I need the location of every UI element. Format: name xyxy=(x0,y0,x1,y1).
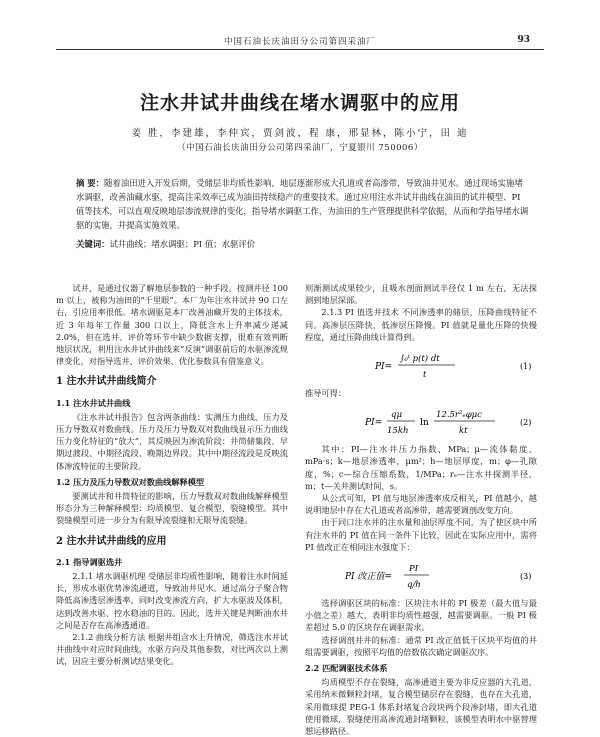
eq1-lhs: PI= xyxy=(375,362,393,373)
symbols-text: 其中：PI—注水井压力指数，MPa；μ—流体黏度，mPa·s；k—地层渗透率，μm²；h—地层厚度，m；φ—孔隙度，%；c—综合压缩系数，1/MPa；rₑ—注水井探测半径，m；t—关井测试时间，s。 xyxy=(305,444,537,491)
section-1-1-heading: 1.1 注水井试井曲线 xyxy=(56,397,131,408)
section-2-1-heading: 2.1 指导调驱选井 xyxy=(56,556,123,567)
section-2-heading: 2 注水井试井曲线的应用 xyxy=(56,535,167,547)
section-2-1-2-text: 2.1.2 曲线分析方法 根据井组含水上升情况，筛选注水井试井曲线中对应时间曲线，水驱方向及其他参数，对比两次以上测试，因应主要分析测试结果变化。 xyxy=(56,632,288,667)
eq3-denominator: q/h xyxy=(407,580,421,591)
eq2-frac-numerator: qμ xyxy=(391,410,402,421)
section-1-1-text: 《注水井试井报告》包含两条曲线：实测压力曲线、压力及压力导数双对数曲线。压力及压力导数双对数曲线显示压力曲线压力变化特征的“放大”，其反映因为渗流阶段：井筒储集段、早期过渡段、中期径流段、晚期边界段。其中中期径流段是反映流体渗流特征的主要阶段。 xyxy=(56,411,288,471)
eq1-numerator: ∫₀ᵗ p(t) dt xyxy=(400,354,440,365)
paper-title: 注水井试井曲线在堵水调驱中的应用 xyxy=(139,92,460,114)
block-selection-text: 选择调驱区块的标准：区块注水井的 PI 极差（最大值与最小值之差）越大，表明非均质性越强，越需要调驱。一般 PI 极差超过 5.0 的区块存在调驱需求。 xyxy=(305,598,537,633)
equation-2 xyxy=(305,404,537,438)
section-2-2-text: 均质模型不存在裂缝，高渗通道主要为非反应器的大孔道，采用纳米微颗粒封堵，复合模型储层存在裂缝，也存在大孔道，采用微球提 PEG-1 体系封堵复合段块两个段渗封堵，即大孔道使用微球，裂缝使用高渗流通封堵颗粒，该模型表明水中驱替理想运移路径。 xyxy=(305,677,537,737)
relation-text: 从公式可知，PI 值与地层渗透率成反相关，PI 值越小，越说明地层中存在大孔道或者高渗带，越需要调剖改变方向。 xyxy=(305,493,537,516)
page-number: 93 xyxy=(517,35,530,45)
eq3-numerator: PI xyxy=(409,564,419,575)
svg-text:(1): (1) xyxy=(520,362,532,372)
eq2-frac-denominator: 15kh xyxy=(387,426,409,437)
eq3-lhs: PI 改正值= xyxy=(345,572,393,583)
pi-correction-note: 由于同口注水井的注水量和油层厚度不同，为了使区块中所有注水井的 PI 值在同一条件下比较，因此在实际应用中，需将 PI 值改正在相同注水强度下： xyxy=(305,517,537,552)
continuation-text: 则渐测试成果较少，且吸水剖面测试半径仅 1 m 左右，无法探测到地层深部。 xyxy=(305,283,537,306)
well-selection-text: 选择调剖井井的标准：通常 PI 改正值低于区块平均值的井组需要调驱，按照平均值的倍数依次确定调驱次序。 xyxy=(305,634,537,657)
keywords-text: 试井曲线；堵水调驱；PI 值；水驱评价 xyxy=(109,239,256,249)
keywords xyxy=(76,238,531,250)
eq2-ln-numerator: 12.5r²ₑφμc xyxy=(436,410,482,421)
equation-1 xyxy=(305,348,537,382)
svg-text:(2): (2) xyxy=(520,418,532,428)
section-2-1-1-text: 2.1.1 堵水调驱机理 受储层非均质性影响，随着注水时间延长，形成水驱优势渗流通道，导致油井见水。通过高分子聚合物降低高渗透层渗透率，同时改变渗流方向，扩大水驱波及体积，达到改善水驱、控水稳油的目的。因此，选井关键是判断油水井之间是否存在高渗透通道。 xyxy=(56,571,288,630)
section-1-2-text: 要测试井和井筒特征的影响，压力导数双对数曲线解释模型形态分为三种解释模型：均质模型、复合模型、裂缝模型。其中裂缝模型可进一步分为有限导流裂缝和无限导流裂缝。 xyxy=(56,491,288,526)
eq2-ln-denominator: kt xyxy=(459,426,468,437)
section-1-heading: 1 注水井试井曲线简介 xyxy=(56,376,157,388)
intro-paragraph: 试井，是通过仪器了解地层参数的一种手段。按测井径 100 m 以上，被称为油田的“千里眼”。本厂为年注水井试井 90 口左右，引应用率很低。堵水调驱是本厂改善油藏开发的主体技术，近 3 年每年工作量 300 口以上，降低含水上升率减少递减 2.0%，但在选井、评价等环节中缺少数据支撑，很难有效判断地层状况，利用注水井试井曲线来“反演”调驱前后的水驱渗流规律变化，对指导选井、评价效果、优化参数具有借鉴意义。 xyxy=(56,283,288,367)
paper-affiliation: （中国石油长庆油田分公司第四采油厂，宁夏银川 750006） xyxy=(177,143,423,153)
journal-name: 中国石油长庆油田分公司第四采油厂 xyxy=(223,37,376,47)
eq1-denominator: t xyxy=(423,370,427,381)
right-column xyxy=(305,282,537,737)
abstract-label: 摘 要： xyxy=(76,178,105,188)
running-header xyxy=(70,35,530,49)
left-column xyxy=(56,282,288,668)
svg-text:(3): (3) xyxy=(520,572,532,582)
paper-authors: 姜 胜，李建雄，李仲宾，贾剑波，程 康，邢显林，陈小宁，田 迪 xyxy=(131,128,469,139)
header-rule xyxy=(56,49,544,50)
abstract xyxy=(76,176,531,232)
section-1-2-heading: 1.2 压力及压力导数双对数曲线解释模型 xyxy=(56,476,205,487)
eq2-lhs: PI= xyxy=(365,418,383,429)
equation-3 xyxy=(305,558,537,592)
derivation-label: 推导可得： xyxy=(305,388,346,399)
keywords-label: 关键词： xyxy=(76,239,110,249)
section-2-2-heading: 2.2 匹配调驱技术体系 xyxy=(305,663,388,674)
eq2-ln: ln xyxy=(420,418,429,429)
abstract-text: 随着油田进入开发后期，受储层非均质性影响，地层逐渐形成大孔道或者高渗带，导致油井见水。通过现场实施堵水调驱，改善油藏水驱，提高注采效率已成为油田持续稳产的重要技术。通过应用注水井试井曲线在油田的试井模型、PI 值等技术，可以直观反映地层渗流规律的变化，指导堵水调驱工作，为油田的生产管理提供科学依据，从而和学指导堵水调驱的实施，并提高实施效果。 xyxy=(76,178,529,230)
section-2-1-3-text: 2.1.3 PI 值选井技术 不同渗透率的储层，压降曲线特征不同。高渗层压降快，低渗层压降慢。PI 值就是量化压降的快慢程度，通过压降曲线计算得到。 xyxy=(305,307,537,342)
